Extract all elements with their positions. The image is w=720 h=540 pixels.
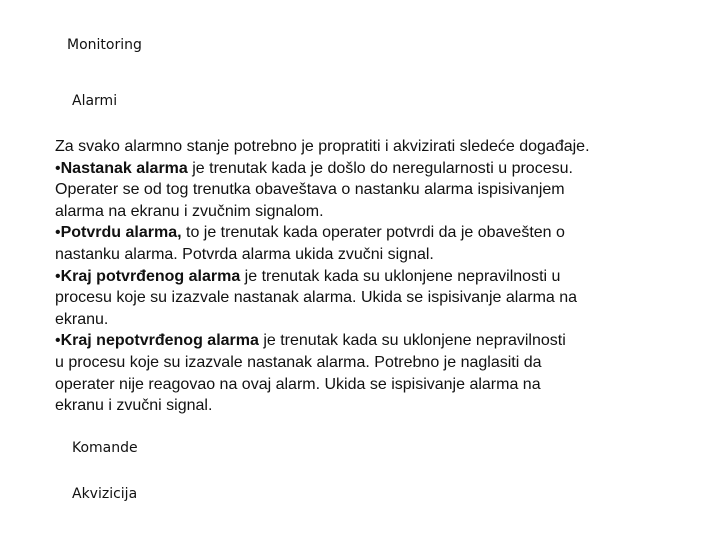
term-nastanak-alarma: Nastanak alarma bbox=[60, 159, 188, 177]
term-kraj-nepotvrdjenog-alarma: Kraj nepotvrđenog alarma bbox=[60, 332, 259, 350]
bullet: • bbox=[55, 224, 61, 242]
item-kraj-nepotvrdjenog-alarma bbox=[55, 330, 695, 352]
alarm-description-text bbox=[55, 136, 695, 417]
item2-text-2: nastanku alarma. Potvrda alarma ukida zvučni signal. bbox=[55, 245, 434, 263]
item-nastanak-alarma bbox=[55, 158, 695, 180]
item4-text-3: operater nije reagovao na ovaj alarm. Ukida se ispisivanje alarma na bbox=[55, 375, 541, 393]
item1-text-2: Operater se od tog trenutka obaveštava o nastanku alarma ispisivanjem bbox=[55, 181, 565, 199]
item4-text-4: ekranu i zvučni signal. bbox=[55, 397, 213, 415]
item3-text-3: ekranu. bbox=[55, 310, 109, 328]
item3-text-2: procesu koje su izazvale nastanak alarma. Ukida se ispisivanje alarma na bbox=[55, 289, 578, 307]
term-kraj-potvrdjenog-alarma: Kraj potvrđenog alarma bbox=[60, 267, 241, 285]
term-potvrdu-alarma: Potvrdu alarma, bbox=[60, 224, 182, 242]
item3-text-1: je trenutak kada su uklonjene nepravilnosti u bbox=[240, 267, 561, 285]
intro-line: Za svako alarmno stanje potrebno je propratiti i akvizirati sledeće događaje. bbox=[55, 138, 590, 155]
item2-text-1: to je trenutak kada operater potvrdi da je obavešten o bbox=[181, 224, 565, 242]
bullet: • bbox=[55, 267, 61, 285]
item1-text-3: alarma na ekranu i zvučnim signalom. bbox=[55, 202, 324, 220]
heading-komande: Komande bbox=[72, 440, 138, 456]
item1-text-1: je trenutak kada je došlo do neregularnosti u procesu. bbox=[187, 159, 573, 177]
bullet: • bbox=[55, 159, 61, 177]
item4-text-1: je trenutak kada su uklonjene nepravilnosti bbox=[258, 332, 566, 350]
heading-alarmi: Alarmi bbox=[72, 93, 118, 109]
item-potvrda-alarma bbox=[55, 222, 695, 244]
heading-akvizicija: Akvizicija bbox=[72, 486, 138, 502]
item-kraj-potvrdjenog-alarma bbox=[55, 266, 695, 288]
heading-monitoring: Monitoring bbox=[67, 37, 142, 53]
bullet: • bbox=[55, 332, 61, 350]
item4-text-2: u procesu koje su izazvale nastanak alarma. Potrebno je naglasiti da bbox=[55, 353, 542, 371]
